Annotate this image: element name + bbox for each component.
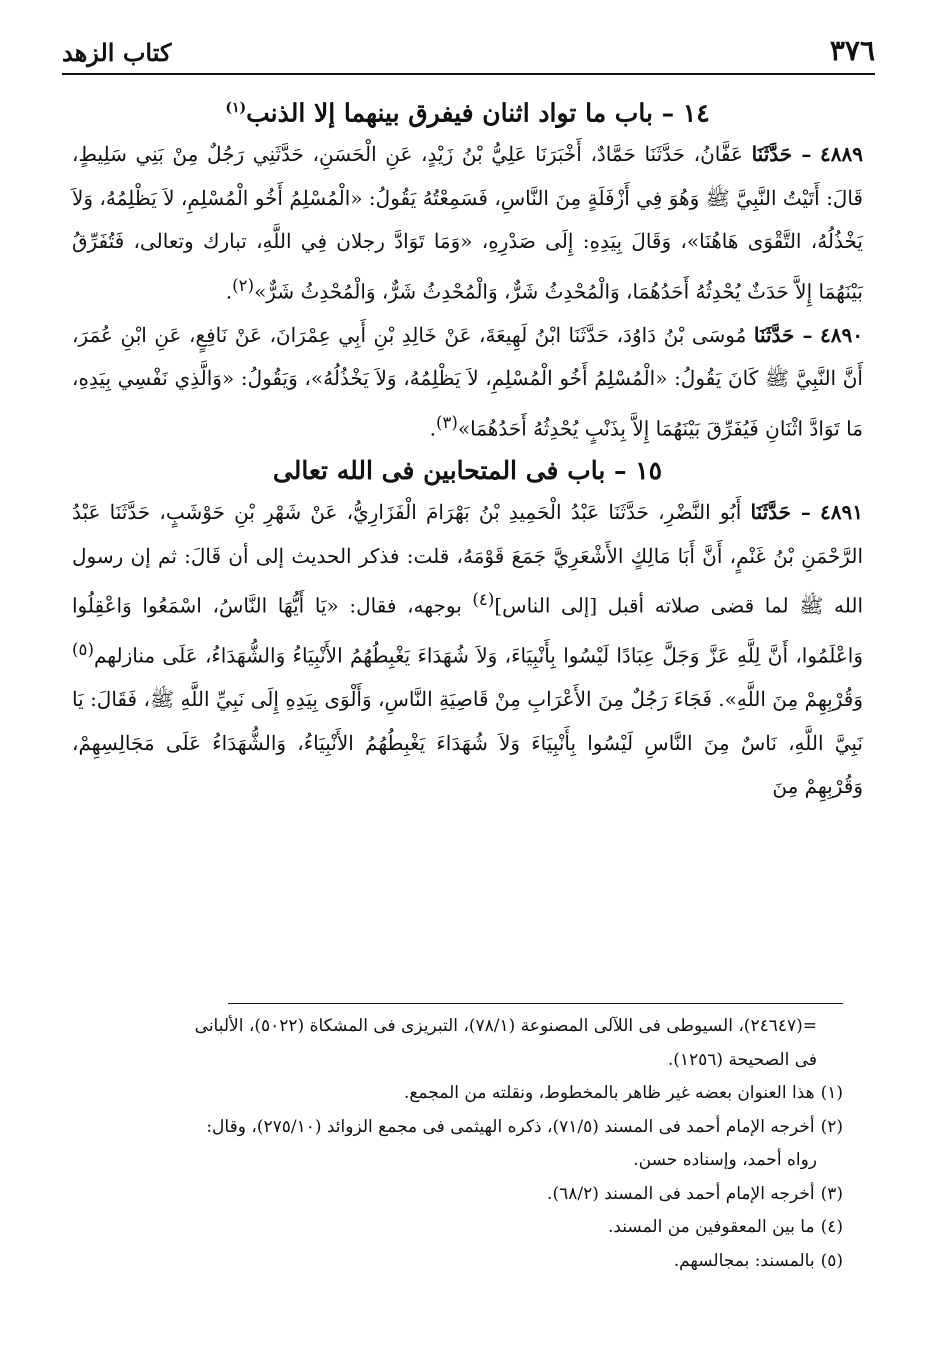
footnote-1-mark: (١)	[820, 1083, 843, 1103]
main-text	[72, 88, 863, 809]
hadith-text: مُوسَى بْنُ دَاوُدَ، حَدَّثَنَا ابْنُ لَهِيعَةَ، عَنْ خَالِدِ بْنِ أَبِي عِمْرَانَ، عَنْ نَافِعٍ، عَنِ ابْنِ عُمَرَ، أَنَّ النَّبِيَّ ﷺ كَانَ يَقُولُ: «الْمُسْلِمُ أَخُو الْمُسْلِمِ، لاَ يَظْلِمُهُ، وَلاَ يَخْذُلُهُ»، وَيَقُولُ: «وَالَّذِي نَفْسِي بِيَدِهِ، مَا تَوَادَّ اثْنَانِ فَيُفَرِّقَ بَيْنَهُمَا إِلاَّ بِذَنْبٍ يُحْدِثُهُ أَحَدُهُمَا»	[72, 322, 863, 441]
footnote-4-mark: (٤)	[820, 1217, 843, 1237]
hadith-text: عَفَّانُ، حَدَّثَنَا حَمَّادٌ، أَخْبَرَنَا عَلِيُّ بْنُ زَيْدٍ، عَنِ الْحَسَنِ، حَدَّثَنِي رَجُلٌ مِنْ بَنِي سَلِيطٍ، قَالَ: أَتَيْتُ النَّبِيَّ ﷺ وَهُوَ فِي أَزْفَلَةٍ مِنَ النَّاسِ، فَسَمِعْتُهُ يَقُولُ: «الْمُسْلِمُ أَخُو الْمُسْلِمِ، لاَ يَظْلِمُهُ، وَلاَ يَخْذُلُهُ، التَّقْوَى هَاهُنَا»، وَقَالَ بِيَدِهِ: إِلَى صَدْرِهِ، «وَمَا تَوَادَّ رجلان فِي اللَّهِ، تبارك وتعالى، فَتُفَرِّقُ بَيْنَهُمَا إِلاَّ حَدَثٌ يُحْدِثُهُ أَحَدُهُمَا، وَالْمُحْدِثُ شَرٌّ، وَالْمُحْدِثُ شَرٌّ، وَالْمُحْدِثُ شَرٌّ»	[72, 142, 863, 304]
footnote-1	[86, 1077, 843, 1111]
footnote-2	[86, 1111, 843, 1145]
chapter-14-title: ١٤ – باب ما تواد اثنان فيفرق بينهما إلا الذنب	[246, 98, 710, 128]
hadith-number: ٤٨٩١	[820, 500, 863, 525]
running-header	[62, 34, 875, 75]
footnote-4-text: ما بين المعقوفين من المسند.	[607, 1217, 815, 1237]
footnote-3-text: أخرجه الإمام أحمد فى المسند (٦٨/٢).	[547, 1183, 815, 1204]
hadith-number: ٤٨٩٠	[820, 322, 864, 347]
footnote-3-mark: (٣)	[820, 1183, 843, 1204]
hadith-4891	[72, 491, 863, 809]
footnote-4	[86, 1211, 843, 1245]
footnote-5-text: بالمسند: بمجالسهم.	[673, 1250, 815, 1271]
hadith-text-part-a: أَبُو النَّضْرِ، حَدَّثَنَا عَبْدُ الْحَمِيدِ بْنُ بَهْرَامَ الْفَزَارِيُّ، عَنْ شَهْرِ بْنِ حَوْشَبٍ، حَدَّثَنَا عَبْدُ الرَّحْمَنِ بْنُ غَنْمٍ، أَنَّ أَبَا مَالِكٍ الأَشْعَرِيَّ جَمَعَ قَوْمَهُ، قلت: فذكر الحديث إلى أن قَالَ: ثم إن رسول الله ﷺ لما قضى صلاته أقبل [إلى الناس]	[72, 500, 864, 618]
footnote-2-text: أخرجه الإمام أحمد فى المسند (٧١/٥)، ذكره الهيثمى فى مجمع الزوائد (٢٧٥/١٠)، وقال:	[206, 1116, 815, 1137]
footnote-ref-5: (٥)	[72, 640, 94, 660]
footnote-1-text: هذا العنوان بعضه غير ظاهر بالمخطوط، ونقلته من المجمع.	[403, 1083, 815, 1103]
footnote-2-continued: رواه أحمد، وإسناده حسن.	[633, 1150, 817, 1170]
chapter-15-title: ١٥ – باب فى المتحابين فى الله تعالى	[272, 456, 663, 486]
hadith-text-part-b: بوجهه، فقال: «يَا أَيُّهَا النَّاسُ، اسْمَعُوا وَاعْقِلُوا وَاعْلَمُوا، أَنَّ لِلَّهِ عَزَّ وَجَلَّ عِبَادًا لَيْسُوا بِأَنْبِيَاءَ، وَلاَ شُهَدَاءَ يَغْبِطُهُمُ الأَنْبِيَاءُ وَالشُّهَدَاءُ، عَلَى منازلهم	[72, 593, 864, 668]
footnote-2-mark: (٢)	[820, 1116, 843, 1137]
hadith-lead: – حَدَّثَنَا	[750, 500, 811, 525]
book-title: كتاب الزهد	[62, 38, 172, 67]
footnote-continuation-line1: =(٢٤٦٤٧)، السيوطى فى اللآلى المصنوعة (٧٨/١)، التبريزى فى المشكاة (٥٠٢٢)، الألبانى	[194, 1016, 817, 1036]
chapter-14-heading	[72, 88, 863, 133]
footnote-5	[86, 1245, 843, 1279]
hadith-number: ٤٨٨٩	[820, 142, 863, 167]
hadith-4890: ٤٨٩٠ – حَدَّثَنَا مُوسَى بْنُ دَاوُدَ، حَدَّثَنَا ابْنُ لَهِيعَةَ، عَنْ خَالِدِ بْنِ أَبِي عِمْرَانَ، عَنْ نَافِعٍ، عَنِ ابْنِ عُمَرَ، أَنَّ النَّبِيَّ ﷺ كَانَ يَقُولُ: «الْمُسْلِمُ أَخُو الْمُسْلِمِ، لاَ يَظْلِمُهُ، وَلاَ يَخْذُلُهُ»، وَيَقُولُ: «وَالَّذِي نَفْسِي بِيَدِهِ، مَا تَوَادَّ اثْنَانِ فَيُفَرِّقَ بَيْنَهُمَا إِلاَّ بِذَنْبٍ يُحْدِثُهُ أَحَدُهُمَا»$^{(٣)}$.	[72, 322, 864, 441]
hadith-text-part-c: وَقُرْبِهِمْ مِنَ اللَّهِ». فَجَاءَ رَجُلٌ مِنَ الأَعْرَابِ مِنْ قَاصِيَةِ النَّاسِ، وَأَلْوَى بِيَدِهِ إِلَى نَبِيِّ اللَّهِ ﷺ، فَقَالَ: يَا نَبِيَّ اللَّهِ، نَاسٌ مِنَ النَّاسِ لَيْسُوا بِأَنْبِيَاءَ وَلاَ شُهَدَاءَ يَغْبِطُهُمُ الأَنْبِيَاءُ، وَالشُّهَدَاءُ عَلَى مَجَالِسِهِمْ، وَقُرْبِهِمْ مِنَ	[72, 687, 863, 799]
footnote-5-mark: (٥)	[820, 1250, 843, 1271]
footnotes	[86, 1010, 843, 1278]
footnote-3	[86, 1178, 843, 1212]
page-number: ٣٧٦	[829, 34, 875, 67]
footnote-divider	[228, 1003, 843, 1004]
hadith-lead: – حَدَّثَنَا	[751, 142, 812, 167]
footnote-ref-4: (٤)	[472, 590, 495, 610]
footnote-continuation-line2: فى الصحيحة (١٢٥٦).	[667, 1049, 817, 1070]
hadith-lead: – حَدَّثَنَا	[753, 322, 813, 347]
footnote-ref-2: (٢)	[232, 275, 255, 295]
hadith-4889: ٤٨٨٩ – حَدَّثَنَا عَفَّانُ، حَدَّثَنَا حَمَّادٌ، أَخْبَرَنَا عَلِيُّ بْنُ زَيْدٍ، عَنِ الْحَسَنِ، حَدَّثَنِي رَجُلٌ مِنْ بَنِي سَلِيطٍ، قَالَ: أَتَيْتُ النَّبِيَّ ﷺ وَهُوَ فِي أَزْفَلَةٍ مِنَ النَّاسِ، فَسَمِعْتُهُ يَقُولُ: «الْمُسْلِمُ أَخُو الْمُسْلِمِ، لاَ يَظْلِمُهُ، وَلاَ يَخْذُلُهُ، التَّقْوَى هَاهُنَا»، وَقَالَ بِيَدِهِ: إِلَى صَدْرِهِ، «وَمَا تَوَادَّ رجلان فِي اللَّهِ، تبارك وتعالى، فَتُفَرِّقُ بَيْنَهُمَا إِلاَّ حَدَثٌ يُحْدِثُهُ أَحَدُهُمَا، وَالْمُحْدِثُ شَرٌّ، وَالْمُحْدِثُ شَرٌّ، وَالْمُحْدِثُ شَرٌّ»$^{(٢)}$.	[72, 142, 863, 304]
chapter-15-heading	[72, 451, 863, 491]
footnote-ref-1: (١)	[225, 100, 247, 116]
footnote-ref-3: (٣)	[435, 412, 458, 432]
